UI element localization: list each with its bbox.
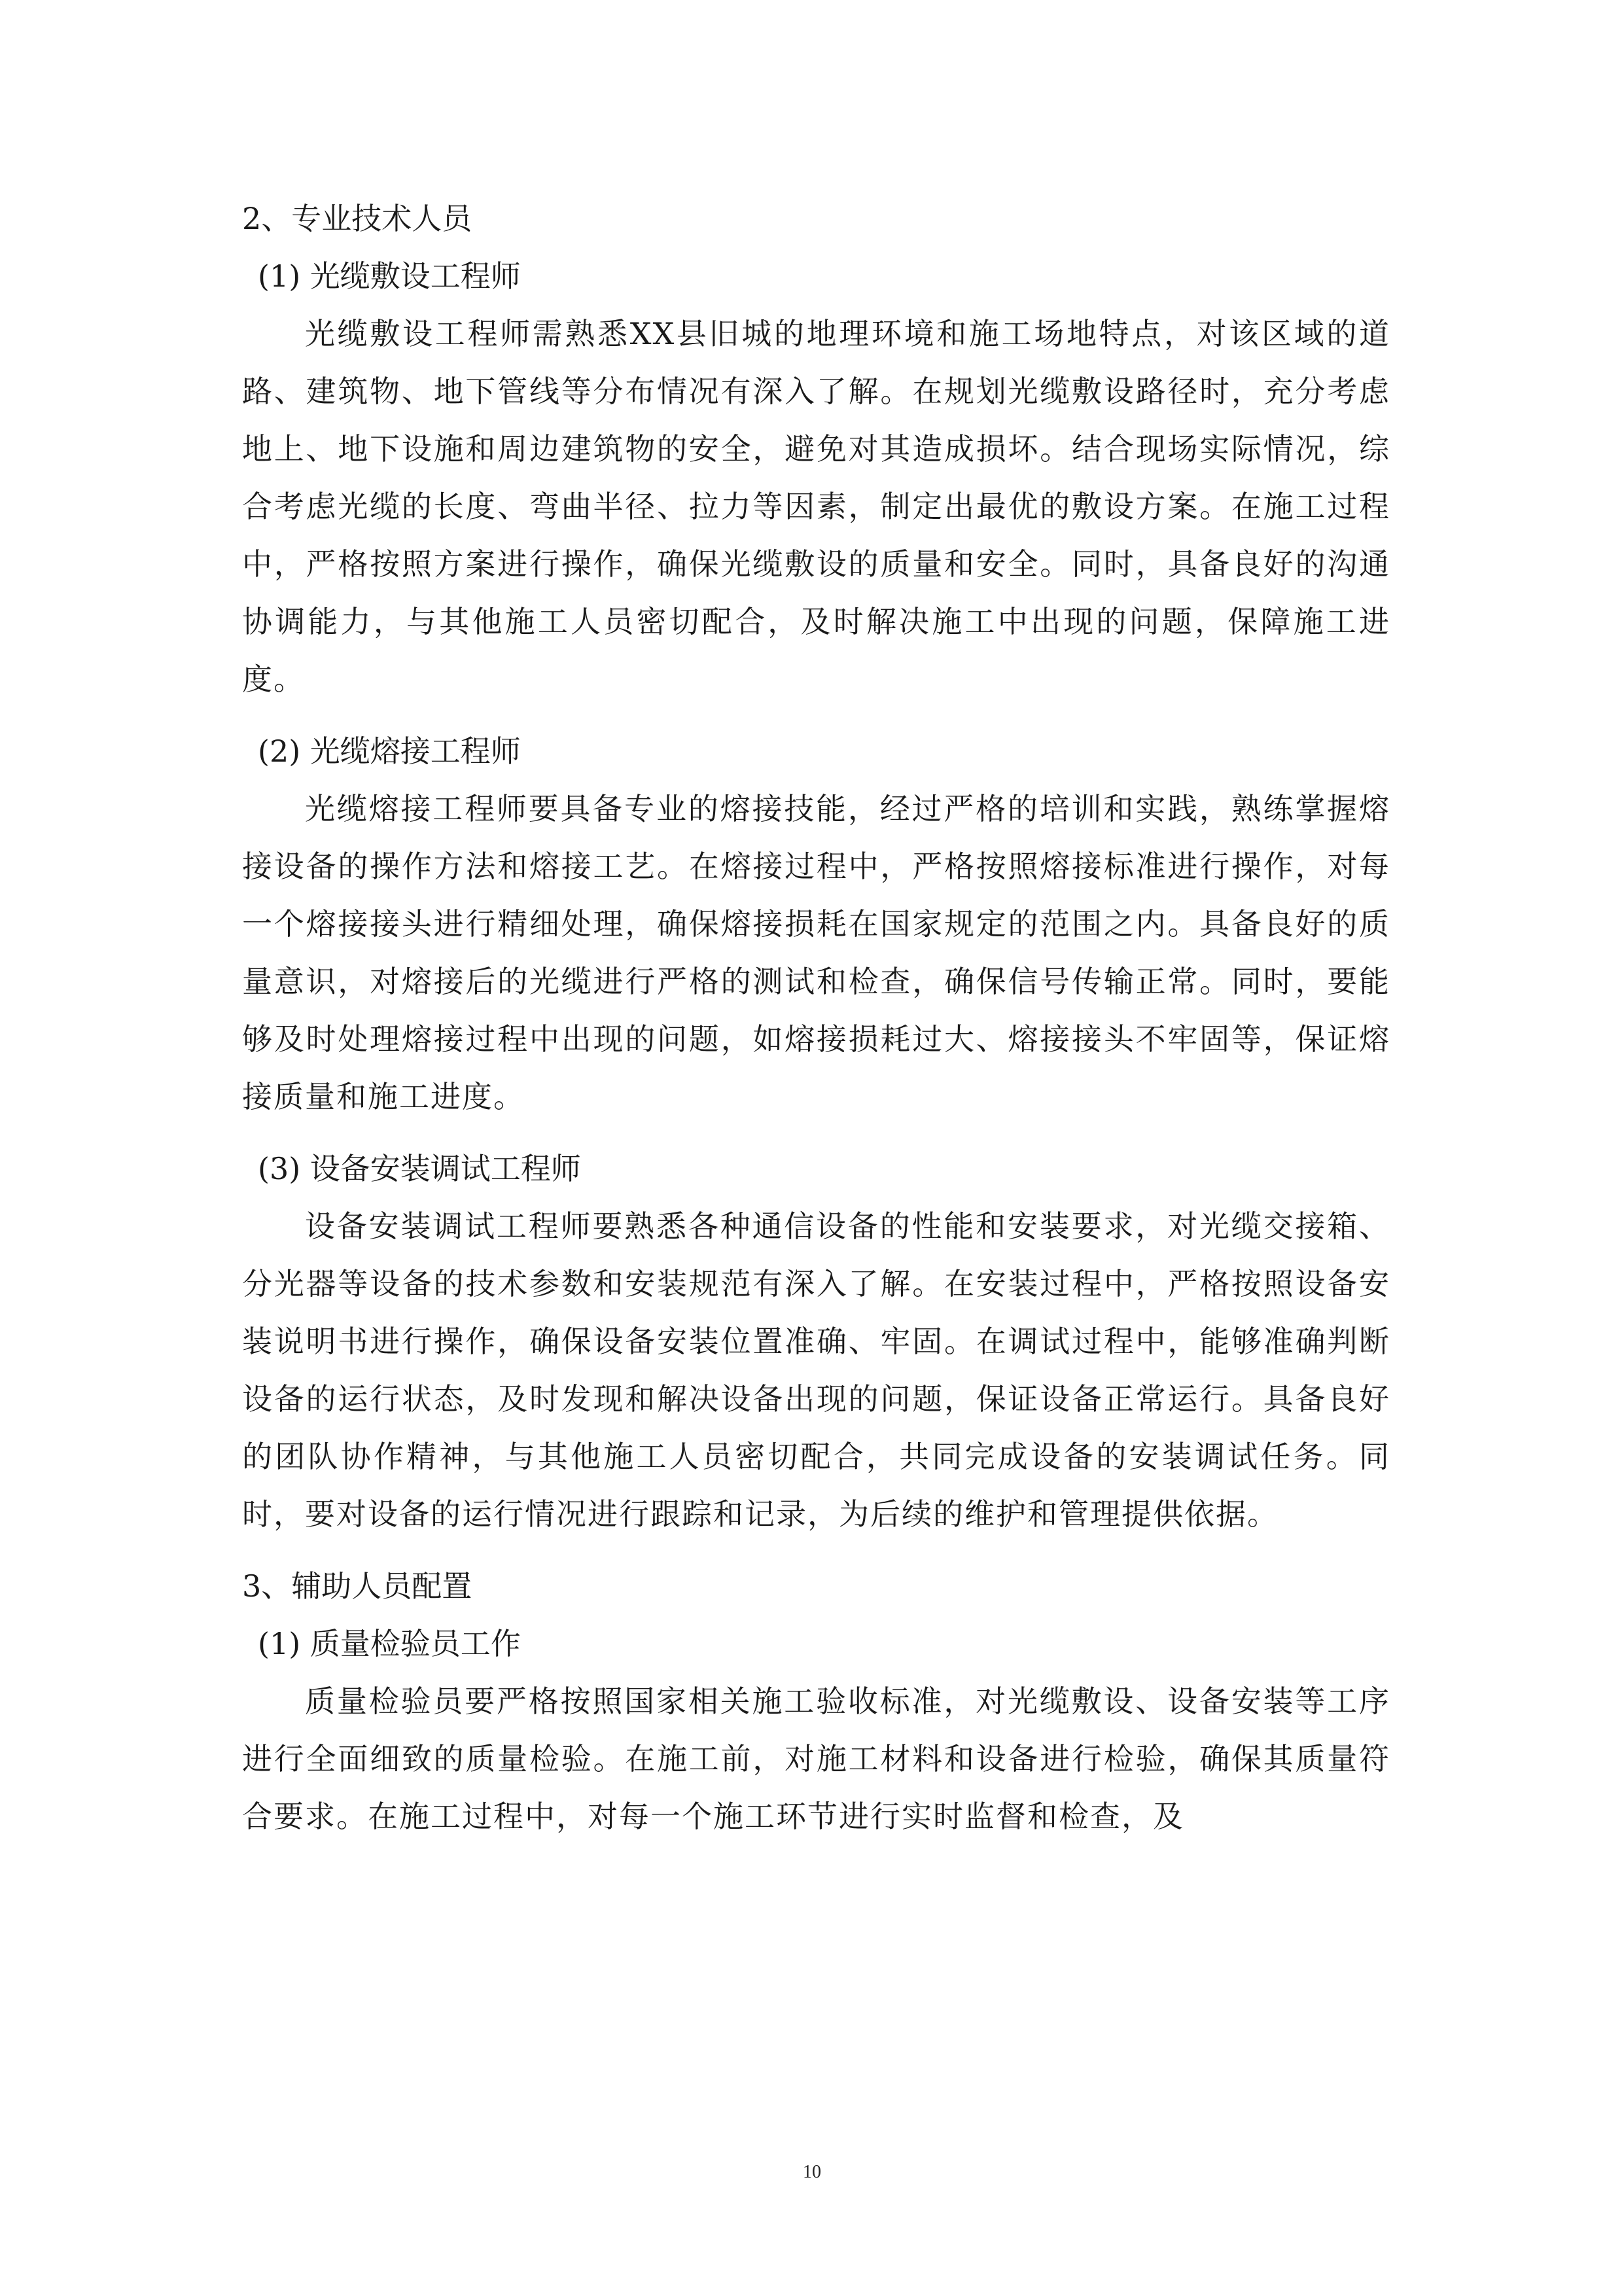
subsection-heading-quality-inspector: (1) 质量检验员工作 [258,1626,521,1661]
page-content [242,190,1390,1845]
subsection-heading-cable-laying: (1) 光缆敷设工程师 [258,258,521,294]
spacer [242,708,1390,722]
spacer [242,1543,1390,1557]
paragraph-cable-laying: 光缆敷设工程师需熟悉XX县旧城的地理环境和施工场地特点，对该区域的道路、建筑物、地下管线等分布情况有深入了解。在规划光缆敷设路径时，充分考虑地上、地下设施和周边建筑物的安全，避免对其造成损坏。结合现场实际情况，综合考虑光缆的长度、弯曲半径、拉力等因素，制定出最优的敷设方案。在施工过程中，严格按照方案进行操作，确保光缆敷设的质量和安全。同时，具备良好的沟通协调能力，与其他施工人员密切配合，及时解决施工中出现的问题，保障施工进度。 [242,316,1390,697]
spacer [242,1125,1390,1140]
section-heading-support-staff: 3、辅助人员配置 [242,1568,472,1604]
paragraph-quality-inspector: 质量检验员要严格按照国家相关施工验收标准，对光缆敷设、设备安装等工序进行全面细致的质量检验。在施工前，对施工材料和设备进行检验，确保其质量符合要求。在施工过程中，对每一个施工环节进行实时监督和检查，及 [242,1684,1390,1834]
paragraph-equipment-install: 设备安装调试工程师要熟悉各种通信设备的性能和安装要求，对光缆交接箱、分光器等设备的技术参数和安装规范有深入了解。在安装过程中，严格按照设备安装说明书进行操作，确保设备安装位置准确、牢固。在调试过程中，能够准确判断设备的运行状态，及时发现和解决设备出现的问题，保证设备正常运行。具备良好的团队协作精神，与其他施工人员密切配合，共同完成设备的安装调试任务。同时，要对设备的运行情况进行跟踪和记录，为后续的维护和管理提供依据。 [242,1209,1390,1532]
paragraph-cable-splicing: 光缆熔接工程师要具备专业的熔接技能，经过严格的培训和实践，熟练掌握熔接设备的操作方法和熔接工艺。在熔接过程中，严格按照熔接标准进行操作，对每一个熔接接头进行精细处理，确保熔接损耗在国家规定的范围之内。具备良好的质量意识，对熔接后的光缆进行严格的测试和检查，确保信号传输正常。同时，要能够及时处理熔接过程中出现的问题，如熔接损耗过大、熔接接头不牢固等，保证熔接质量和施工进度。 [242,791,1390,1114]
page-number: 10 [803,2162,821,2182]
subsection-heading-cable-splicing: (2) 光缆熔接工程师 [258,733,521,769]
subsection-heading-equipment-install: (3) 设备安装调试工程师 [258,1151,581,1186]
section-heading-staff: 2、专业技术人员 [242,201,472,236]
